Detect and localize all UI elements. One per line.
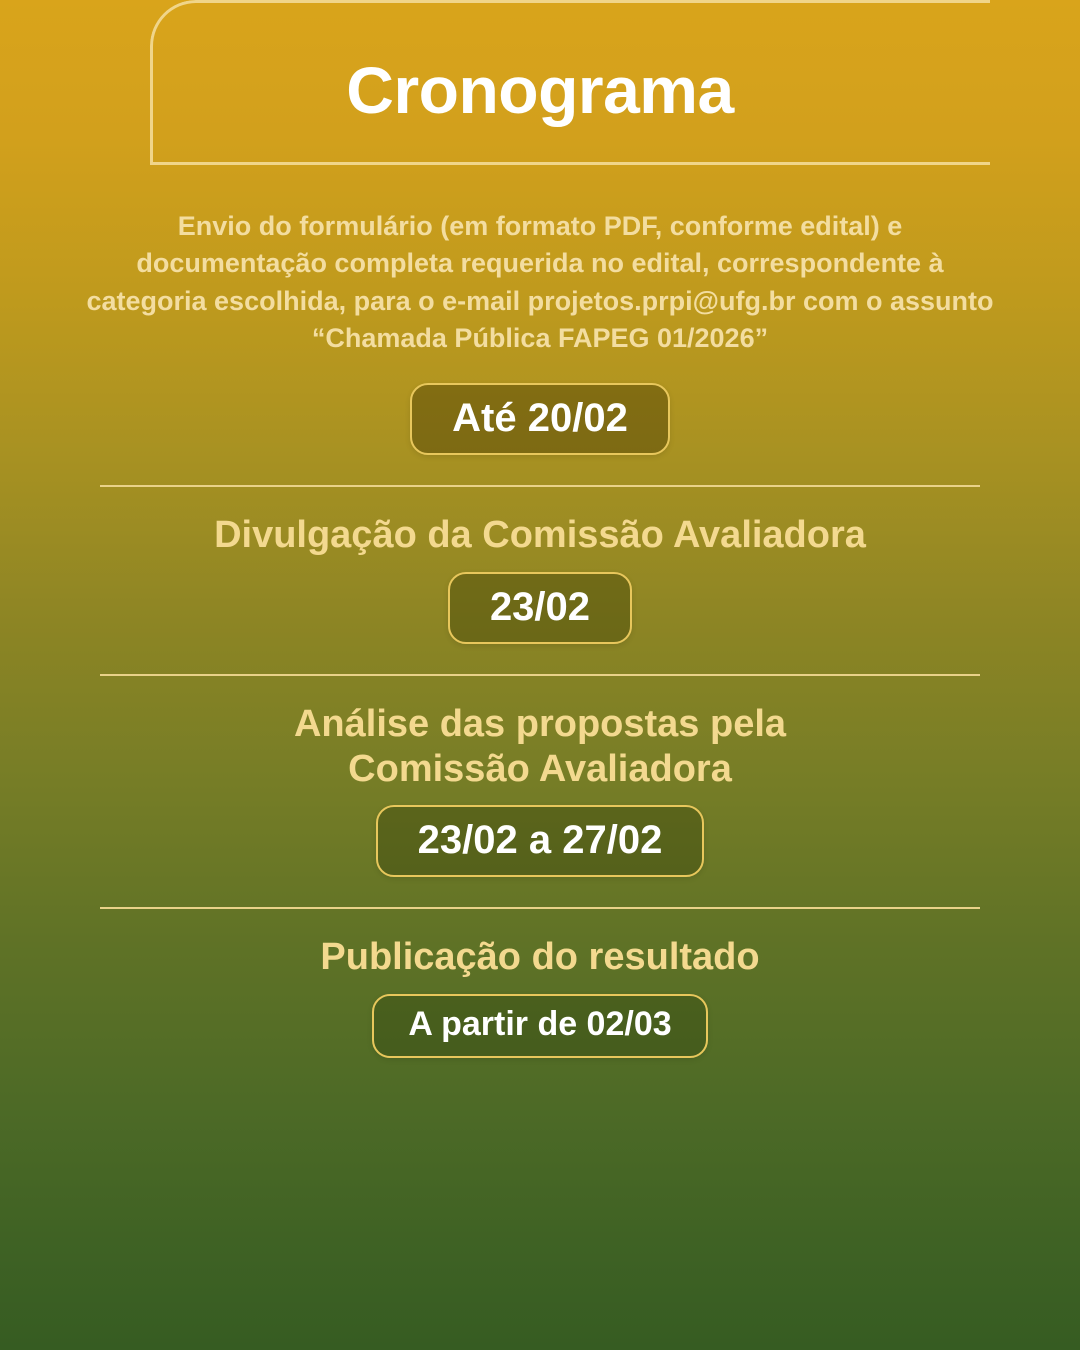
schedule-date-badge: Até 20/02: [410, 383, 670, 455]
page-title: Cronograma: [346, 53, 734, 127]
divider: [100, 485, 980, 487]
schedule-item-proposal-analysis: [0, 702, 1080, 878]
divider: [100, 907, 980, 909]
schedule-item-result-publication: [0, 935, 1080, 1058]
schedule-item-submission: [0, 383, 1080, 455]
intro-paragraph: Envio do formulário (em formato PDF, conforme edital) e documentação completa requerida no edital, correspondente à categoria escolhida, para o e-mail projetos.prpi@ufg.br com o assunto “Chamada Pública FAPEG 01/2026”: [86, 211, 994, 353]
schedule-date-badge: 23/02: [448, 572, 632, 644]
schedule-item-label: Publicação do resultado: [320, 936, 760, 979]
bottom-spacer: [0, 1058, 1080, 1104]
header: [0, 0, 1080, 180]
schedule-item-label: Divulgação da Comissão Avaliadora: [214, 514, 866, 556]
schedule-list: [0, 383, 1080, 1104]
divider: [100, 674, 980, 676]
schedule-item-committee-announcement: [0, 513, 1080, 644]
schedule-date-badge: A partir de 02/03: [372, 994, 707, 1058]
schedule-item-label: Análise das propostas pela Comissão Avaliadora: [293, 702, 787, 790]
schedule-date-badge: 23/02 a 27/02: [376, 805, 705, 877]
